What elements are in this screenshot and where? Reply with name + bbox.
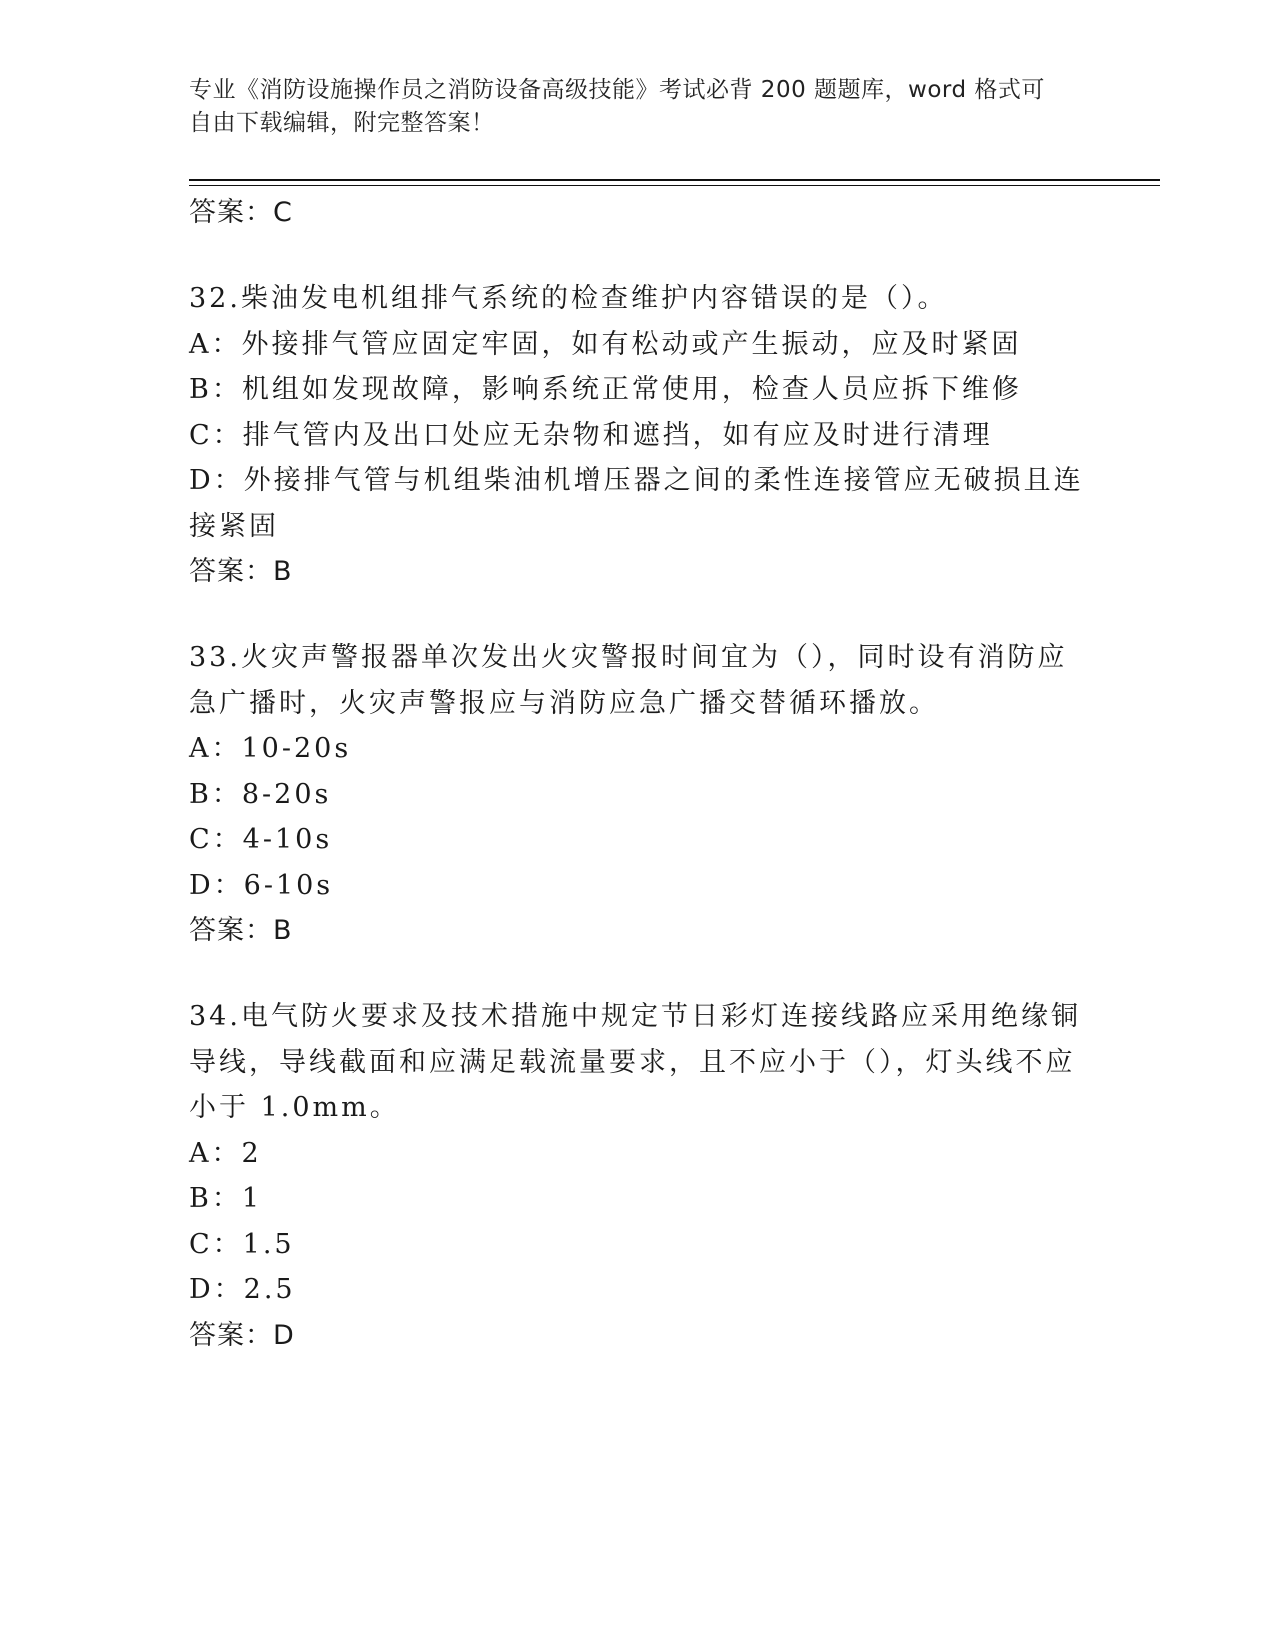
option-a: A：10-20s [189, 733, 352, 764]
previous-answer: 答案：C [189, 197, 293, 228]
header-rule-thin [189, 185, 1160, 186]
option-c: C：1.5 [189, 1228, 295, 1260]
question-stem: 33.火灾声警报器单次发出火灾警报时间宜为（），同时设有消防应急广播时，火灾声警报应与消防应急广播交替循环播放。 [189, 642, 1068, 719]
option-c: C：4-10s [189, 824, 333, 855]
question-33 [189, 635, 1089, 954]
option-d: D：2.5 [189, 1274, 296, 1305]
option-a: A：2 [189, 1137, 262, 1169]
content-body [189, 190, 1089, 1359]
option-b: B：8-20s [189, 778, 332, 810]
option-d: D：6-10s [189, 869, 334, 901]
option-a: A：外接排气管应固定牢固，如有松动或产生振动，应及时紧固 [189, 328, 1022, 360]
header-line-2: 自由下载编辑，附完整答案！ [189, 110, 495, 136]
question-stem: 32.柴油发电机组排气系统的检查维护内容错误的是（）。 [189, 283, 948, 314]
option-b: B：1 [189, 1183, 263, 1214]
question-32 [189, 276, 1089, 595]
question-answer: 答案：B [189, 915, 293, 946]
question-answer: 答案：D [189, 1319, 295, 1351]
option-b: B：机组如发现故障，影响系统正常使用，检查人员应拆下维修 [189, 374, 1022, 405]
header-line-1: 专业《消防设施操作员之消防设备高级技能》考试必背 200 题题库，word 格式可 [189, 77, 1045, 103]
question-answer: 答案：B [189, 556, 293, 587]
option-d: D：外接排气管与机组柴油机增压器之间的柔性连接管应无破损且连接紧固 [189, 465, 1084, 542]
question-34 [189, 994, 1089, 1359]
question-stem: 34.电气防火要求及技术措施中规定节日彩灯连接线路应采用绝缘铜导线，导线截面和应满足载流量要求，且不应小于（），灯头线不应小于 1.0mm。 [189, 1001, 1081, 1123]
header-rule-thick [189, 179, 1160, 181]
document-header [189, 74, 1089, 140]
option-c: C：排气管内及出口处应无杂物和遮挡，如有应及时进行清理 [189, 419, 993, 451]
